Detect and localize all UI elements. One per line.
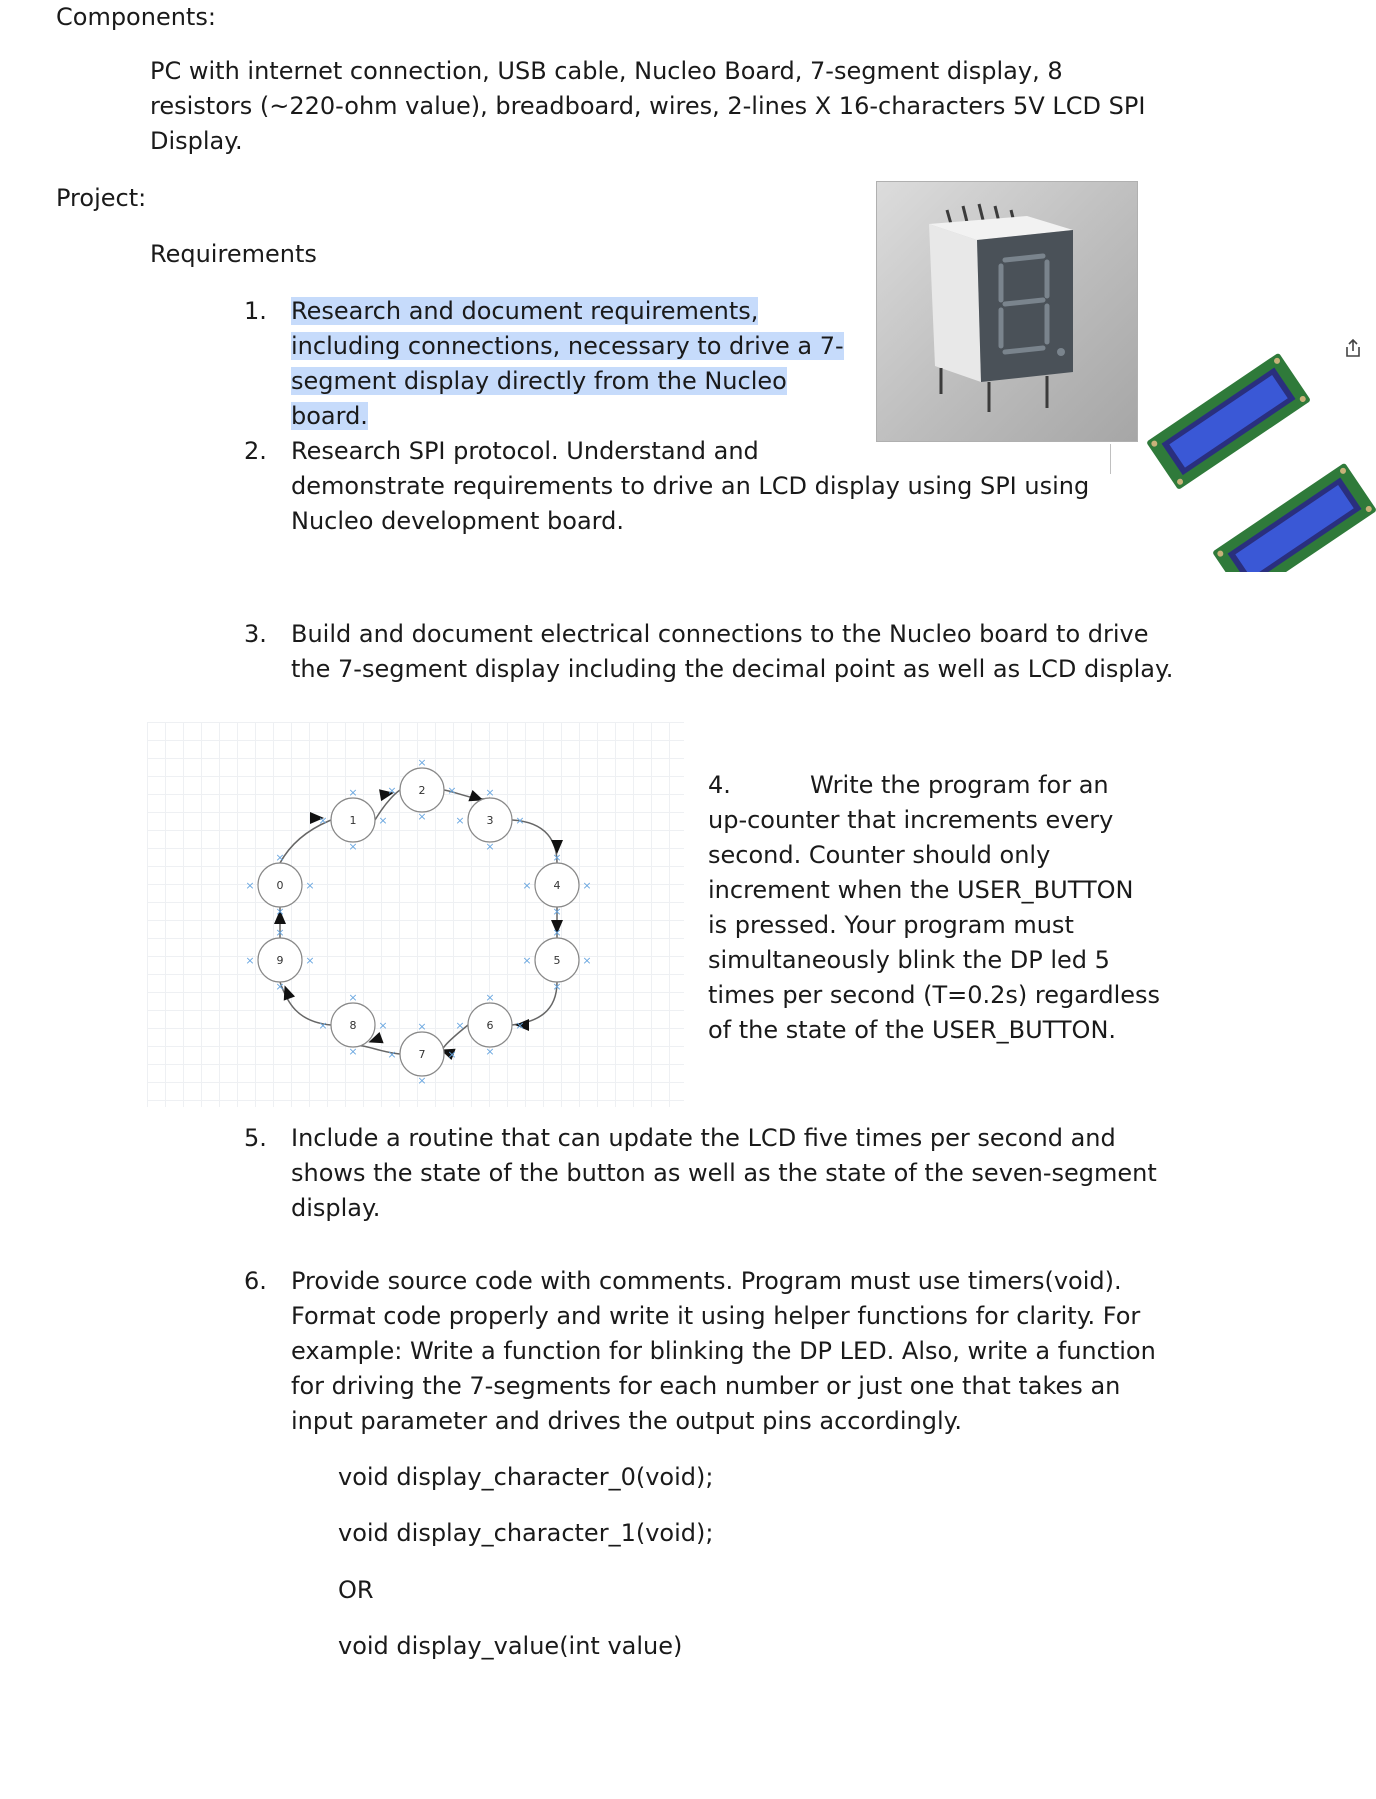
requirement-2-number: 2.: [244, 437, 267, 465]
requirement-6: [291, 1264, 1156, 1439]
svg-text:×: ×: [552, 980, 562, 993]
state-label: 9: [276, 954, 284, 967]
svg-text:×: ×: [245, 954, 255, 967]
svg-text:×: ×: [417, 810, 427, 823]
code-example-1: void display_character_0(void);: [338, 1463, 714, 1491]
svg-text:×: ×: [447, 1048, 457, 1061]
state-label: 5: [553, 954, 561, 967]
svg-text:×: ×: [275, 851, 285, 864]
project-heading: Project:: [56, 184, 147, 212]
requirement-3: [291, 617, 1173, 687]
requirement-4-line: second. Counter should only: [708, 841, 1051, 869]
state-node: [245, 926, 314, 993]
requirement-4-line: of the state of the USER_BUTTON.: [708, 1016, 1117, 1044]
svg-text:×: ×: [387, 784, 397, 797]
requirement-4-line: increment when the USER_BUTTON: [708, 876, 1134, 904]
state-node: [522, 851, 591, 918]
divider: [1110, 444, 1111, 474]
state-transition-path: [280, 790, 557, 1054]
svg-text:×: ×: [515, 814, 525, 827]
requirement-5-line: Include a routine that can update the LCD five times per second and: [291, 1124, 1116, 1152]
state-label: 4: [553, 879, 561, 892]
requirement-4-line: is pressed. Your program must: [708, 911, 1074, 939]
requirements-heading: Requirements: [150, 240, 317, 268]
code-example-2: void display_character_1(void);: [338, 1519, 714, 1547]
requirement-1-line: segment display directly from the Nucleo: [291, 367, 787, 395]
svg-text:×: ×: [455, 1019, 465, 1032]
svg-text:×: ×: [522, 954, 532, 967]
components-heading: Components:: [56, 3, 216, 31]
requirement-4-line: Write the program for an: [810, 771, 1109, 799]
state-label: 2: [418, 784, 426, 797]
svg-text:×: ×: [275, 980, 285, 993]
svg-text:×: ×: [348, 786, 358, 799]
requirement-1-line: Research and document requirements,: [291, 297, 759, 325]
requirement-1: [291, 294, 844, 434]
requirement-6-line: example: Write a function for blinking the DP LED. Also, write a function: [291, 1337, 1156, 1365]
svg-text:×: ×: [378, 1019, 388, 1032]
requirement-1-number: 1.: [244, 297, 267, 325]
svg-text:×: ×: [582, 879, 592, 892]
svg-text:×: ×: [348, 1045, 358, 1058]
lcd-modules-illustration: [1126, 352, 1376, 572]
svg-text:×: ×: [275, 905, 285, 918]
requirement-2: [291, 434, 1089, 539]
state-label: 1: [349, 814, 357, 827]
requirement-1-line: board.: [291, 402, 368, 430]
state-diagram-svg: [147, 722, 684, 1107]
svg-text:×: ×: [318, 1019, 328, 1032]
requirement-4-line: up-counter that increments every: [708, 806, 1114, 834]
requirement-2-line: Nucleo development board.: [291, 507, 624, 535]
svg-text:×: ×: [378, 814, 388, 827]
svg-text:×: ×: [447, 784, 457, 797]
requirement-4-line: simultaneously blink the DP led 5: [708, 946, 1110, 974]
requirement-2-line: Research SPI protocol. Understand and: [291, 437, 759, 465]
state-label: 7: [418, 1048, 426, 1061]
svg-text:×: ×: [417, 756, 427, 769]
svg-text:×: ×: [485, 991, 495, 1004]
requirement-3-line: the 7-segment display including the decimal point as well as LCD display.: [291, 655, 1174, 683]
requirement-1-line: including connections, necessary to drive a 7-: [291, 332, 844, 360]
svg-text:×: ×: [305, 879, 315, 892]
state-node: [318, 786, 387, 853]
requirement-5: [291, 1121, 1157, 1226]
state-label: 6: [486, 1019, 494, 1032]
state-label: 0: [276, 879, 284, 892]
components-list: [150, 54, 1145, 159]
requirement-6-line: Format code properly and write it using helper functions for clarity. For: [291, 1302, 1141, 1330]
svg-text:×: ×: [515, 1019, 525, 1032]
state-node: [245, 851, 314, 918]
svg-text:×: ×: [387, 1048, 397, 1061]
svg-text:×: ×: [552, 851, 562, 864]
share-icon[interactable]: [1344, 338, 1362, 358]
requirement-5-line: display.: [291, 1194, 381, 1222]
svg-text:×: ×: [485, 786, 495, 799]
requirement-4: [708, 768, 1160, 1048]
svg-text:×: ×: [417, 1074, 427, 1087]
requirement-6-number: 6.: [244, 1267, 267, 1295]
state-label: 3: [486, 814, 494, 827]
svg-text:×: ×: [305, 954, 315, 967]
seven-segment-digit: 8.: [1027, 322, 1028, 323]
svg-text:×: ×: [275, 926, 285, 939]
svg-text:×: ×: [318, 814, 328, 827]
svg-text:×: ×: [417, 1020, 427, 1033]
svg-text:×: ×: [348, 840, 358, 853]
state-label: 8: [349, 1019, 357, 1032]
svg-text:×: ×: [582, 954, 592, 967]
requirement-6-line: Provide source code with comments. Program must use timers(void).: [291, 1267, 1122, 1295]
requirement-2-line: demonstrate requirements to drive an LCD display using SPI using: [291, 472, 1090, 500]
state-node: [522, 926, 591, 993]
code-example-or: OR: [338, 1576, 374, 1604]
components-line: PC with internet connection, USB cable, Nucleo Board, 7-segment display, 8: [150, 57, 1063, 85]
svg-text:×: ×: [522, 879, 532, 892]
requirement-4-number: 4.: [708, 771, 731, 799]
components-line: resistors (~220-ohm value), breadboard, wires, 2-lines X 16-characters 5V LCD SPI: [150, 92, 1146, 120]
requirement-3-number: 3.: [244, 620, 267, 648]
svg-text:×: ×: [455, 814, 465, 827]
components-line: Display.: [150, 127, 243, 155]
lcd-modules-graphic: [1126, 352, 1376, 572]
svg-text:×: ×: [348, 991, 358, 1004]
svg-text:×: ×: [552, 926, 562, 939]
code-example-3: void display_value(int value): [338, 1632, 683, 1660]
requirement-6-line: input parameter and drives the output pins accordingly.: [291, 1407, 963, 1435]
requirement-4-line: times per second (T=0.2s) regardless: [708, 981, 1161, 1009]
requirement-6-line: for driving the 7-segments for each number or just one that takes an: [291, 1372, 1121, 1400]
requirement-5-number: 5.: [244, 1124, 267, 1152]
svg-text:×: ×: [552, 905, 562, 918]
requirement-5-line: shows the state of the button as well as the state of the seven-segment: [291, 1159, 1157, 1187]
seven-segment-illustration: [877, 182, 1137, 441]
requirement-3-line: Build and document electrical connections to the Nucleo board to drive: [291, 620, 1149, 648]
state-diagram: [147, 722, 684, 1107]
state-node: [387, 756, 456, 823]
svg-text:×: ×: [245, 879, 255, 892]
svg-text:×: ×: [485, 840, 495, 853]
svg-text:×: ×: [485, 1045, 495, 1058]
seven-segment-photo: [876, 181, 1138, 442]
